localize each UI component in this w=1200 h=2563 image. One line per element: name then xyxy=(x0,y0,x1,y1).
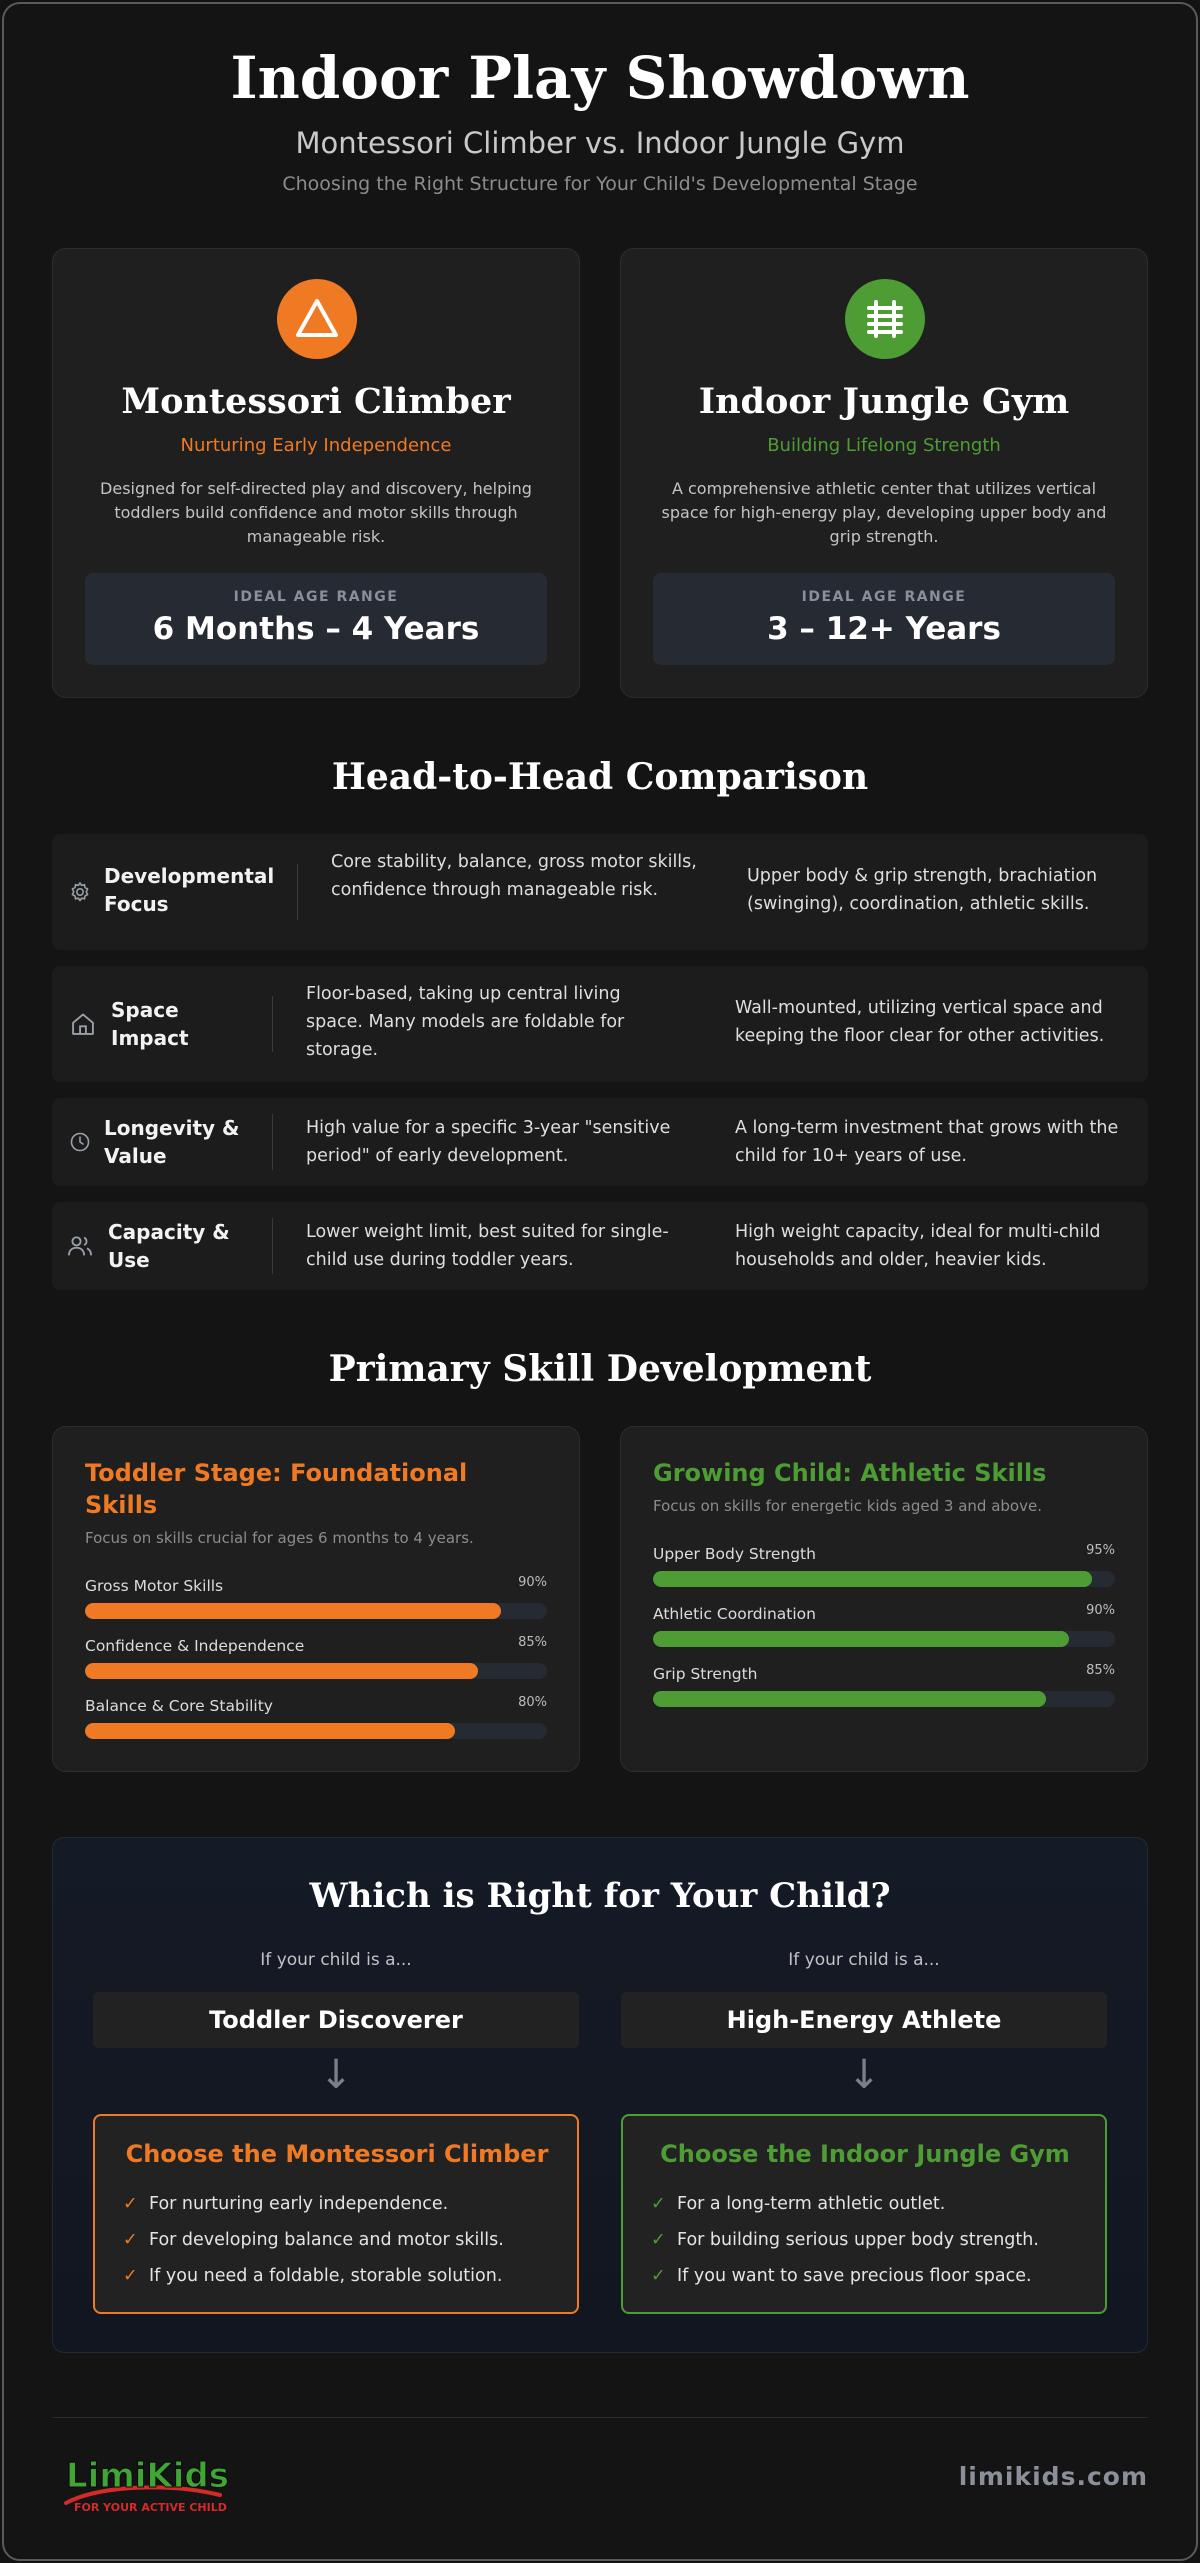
product-tagline: Nurturing Early Independence xyxy=(180,435,452,456)
skill-label: Balance & Core Stability xyxy=(85,1697,273,1715)
ladder-icon xyxy=(845,279,925,359)
decision-title: Which is Right for Your Child? xyxy=(309,1876,891,1916)
skill-card-description: Focus on skills crucial for ages 6 months to 4 years. xyxy=(85,1529,474,1547)
decision-question: If your child is a... xyxy=(788,1950,940,1970)
footer-url[interactable]: limikids.com xyxy=(958,2462,1148,2491)
comparison-row xyxy=(52,966,1148,1082)
product-card-climber xyxy=(52,248,580,698)
list-item xyxy=(651,2222,1039,2258)
limikids-logo[interactable] xyxy=(60,2445,230,2515)
comparison-label: Capacity & Use xyxy=(108,1220,230,1272)
skill-bar xyxy=(85,1637,547,1681)
age-range-value: 6 Months – 4 Years xyxy=(152,611,480,647)
logo-text: LimiKids xyxy=(66,2456,229,2496)
product-tagline: Building Lifelong Strength xyxy=(767,435,1001,456)
row-divider xyxy=(297,864,298,920)
list-item xyxy=(651,2186,1039,2222)
skill-fill xyxy=(653,1571,1092,1587)
list-item xyxy=(123,2222,504,2258)
logo-slogan: FOR YOUR ACTIVE CHILD xyxy=(74,2501,227,2514)
skill-fill xyxy=(653,1631,1069,1647)
skill-card-description: Focus on skills for energetic kids aged 3 and above. xyxy=(653,1497,1042,1515)
check-icon: ✓ xyxy=(123,2230,138,2250)
skill-label: Grip Strength xyxy=(653,1665,758,1683)
arrow-down-icon: ↓ xyxy=(319,2052,353,2098)
comparison-row xyxy=(52,1098,1148,1186)
age-range-label: IDEAL AGE RANGE xyxy=(233,589,399,605)
recommendation-jungle-gym xyxy=(621,2114,1107,2314)
comparison-label: Longevity & Value xyxy=(104,1116,240,1168)
arrow-down-icon: ↓ xyxy=(847,2052,881,2098)
recommendation-point: If you need a foldable, storable solution. xyxy=(149,2266,503,2286)
page-tagline: Choosing the Right Structure for Your Child's Developmental Stage xyxy=(282,173,918,195)
comparison-title: Head-to-Head Comparison xyxy=(331,756,869,798)
skill-card-athletic xyxy=(620,1426,1148,1772)
recommendation-point: For a long-term athletic outlet. xyxy=(677,2194,946,2214)
list-item xyxy=(651,2258,1039,2294)
check-icon: ✓ xyxy=(651,2194,666,2214)
jungle-gym-text: High weight capacity, ideal for multi-child households and older, heavier kids. xyxy=(735,1222,1101,1270)
skill-bar xyxy=(85,1577,547,1621)
check-icon: ✓ xyxy=(651,2230,666,2250)
climber-text: Core stability, balance, gross motor skills, confidence through manageable risk. xyxy=(331,852,697,900)
product-description: Designed for self-directed play and discovery, helping toddlers build confidence and motor skills through manageable risk. xyxy=(100,479,532,546)
skill-label: Athletic Coordination xyxy=(653,1605,816,1623)
skill-bar xyxy=(653,1665,1115,1709)
recommendation-climber xyxy=(93,2114,579,2314)
jungle-gym-text: A long-term investment that grows with the child for 10+ years of use. xyxy=(735,1118,1119,1166)
skill-fill xyxy=(653,1691,1046,1707)
product-card-jungle-gym xyxy=(620,248,1148,698)
age-range-box xyxy=(653,573,1115,665)
list-item xyxy=(123,2258,504,2294)
triangle-icon xyxy=(277,279,357,359)
skill-track xyxy=(653,1691,1115,1707)
jungle-gym-text: Wall-mounted, utilizing vertical space and keeping the floor clear for other activities. xyxy=(735,998,1105,1046)
clock-icon xyxy=(68,1130,92,1154)
age-range-label: IDEAL AGE RANGE xyxy=(801,589,967,605)
skill-percent: 85% xyxy=(518,1635,547,1650)
page-subtitle: Montessori Climber vs. Indoor Jungle Gym xyxy=(295,126,905,160)
jungle-gym-text: Upper body & grip strength, brachiation (swinging), coordination, athletic skills. xyxy=(747,866,1098,914)
skill-card-title: Growing Child: Athletic Skills xyxy=(653,1459,1047,1487)
recommendation-point: If you want to save precious floor space. xyxy=(677,2266,1032,2286)
recommendation-title: Choose the Montessori Climber xyxy=(125,2140,549,2168)
climber-text: High value for a specific 3-year "sensitive period" of early development. xyxy=(306,1118,671,1166)
check-icon: ✓ xyxy=(123,2194,138,2214)
skill-percent: 80% xyxy=(518,1695,547,1710)
skill-bar xyxy=(653,1545,1115,1589)
product-name: Indoor Jungle Gym xyxy=(698,381,1070,422)
skill-bar xyxy=(653,1605,1115,1649)
users-icon xyxy=(66,1232,94,1260)
recommendation-list xyxy=(123,2186,504,2294)
comparison-label: Space Impact xyxy=(111,998,189,1050)
row-divider xyxy=(272,996,273,1052)
skill-fill xyxy=(85,1603,501,1619)
skill-track xyxy=(85,1663,547,1679)
skill-bar xyxy=(85,1697,547,1741)
skill-fill xyxy=(85,1723,455,1739)
persona-athlete: High-Energy Athlete xyxy=(621,1992,1107,2048)
footer-divider xyxy=(52,2417,1148,2418)
recommendation-list xyxy=(651,2186,1039,2294)
comparison-row xyxy=(52,834,1148,950)
skill-track xyxy=(85,1603,547,1619)
recommendation-point: For building serious upper body strength. xyxy=(677,2230,1039,2250)
recommendation-point: For developing balance and motor skills. xyxy=(149,2230,504,2250)
age-range-value: 3 – 12+ Years xyxy=(767,611,1001,647)
gear-icon xyxy=(68,880,92,904)
comparison-row xyxy=(52,1202,1148,1290)
product-description: A comprehensive athletic center that utilizes vertical space for high-energy play, developing upper body and grip strength. xyxy=(661,479,1107,546)
persona-toddler: Toddler Discoverer xyxy=(93,1992,579,2048)
decision-question: If your child is a... xyxy=(260,1950,412,1970)
row-divider xyxy=(272,1218,273,1274)
skill-label: Gross Motor Skills xyxy=(85,1577,224,1595)
skill-label: Confidence & Independence xyxy=(85,1637,305,1655)
skill-label: Upper Body Strength xyxy=(653,1545,816,1563)
skill-percent: 90% xyxy=(518,1575,547,1590)
home-icon xyxy=(69,1010,97,1038)
recommendation-point: For nurturing early independence. xyxy=(149,2194,449,2214)
decision-section xyxy=(52,1837,1148,2353)
climber-text: Floor-based, taking up central living space. Many models are foldable for storage. xyxy=(306,984,625,1060)
skill-track xyxy=(653,1571,1115,1587)
check-icon: ✓ xyxy=(123,2266,138,2286)
climber-text: Lower weight limit, best suited for single-child use during toddler years. xyxy=(306,1222,669,1270)
page-title: Indoor Play Showdown xyxy=(230,44,970,112)
row-divider xyxy=(272,1114,273,1170)
skill-fill xyxy=(85,1663,478,1679)
comparison-label: Developmental Focus xyxy=(104,864,275,916)
skill-track xyxy=(85,1723,547,1739)
age-range-box xyxy=(85,573,547,665)
recommendation-title: Choose the Indoor Jungle Gym xyxy=(660,2140,1070,2168)
skill-percent: 90% xyxy=(1086,1603,1115,1618)
product-name: Montessori Climber xyxy=(121,381,511,422)
skills-title: Primary Skill Development xyxy=(328,1348,872,1390)
skill-percent: 95% xyxy=(1086,1543,1115,1558)
skill-card-toddler xyxy=(52,1426,580,1772)
skill-track xyxy=(653,1631,1115,1647)
skill-card-title: Toddler Stage: Foundational Skills xyxy=(85,1459,468,1519)
skill-percent: 85% xyxy=(1086,1663,1115,1678)
check-icon: ✓ xyxy=(651,2266,666,2286)
list-item xyxy=(123,2186,504,2222)
